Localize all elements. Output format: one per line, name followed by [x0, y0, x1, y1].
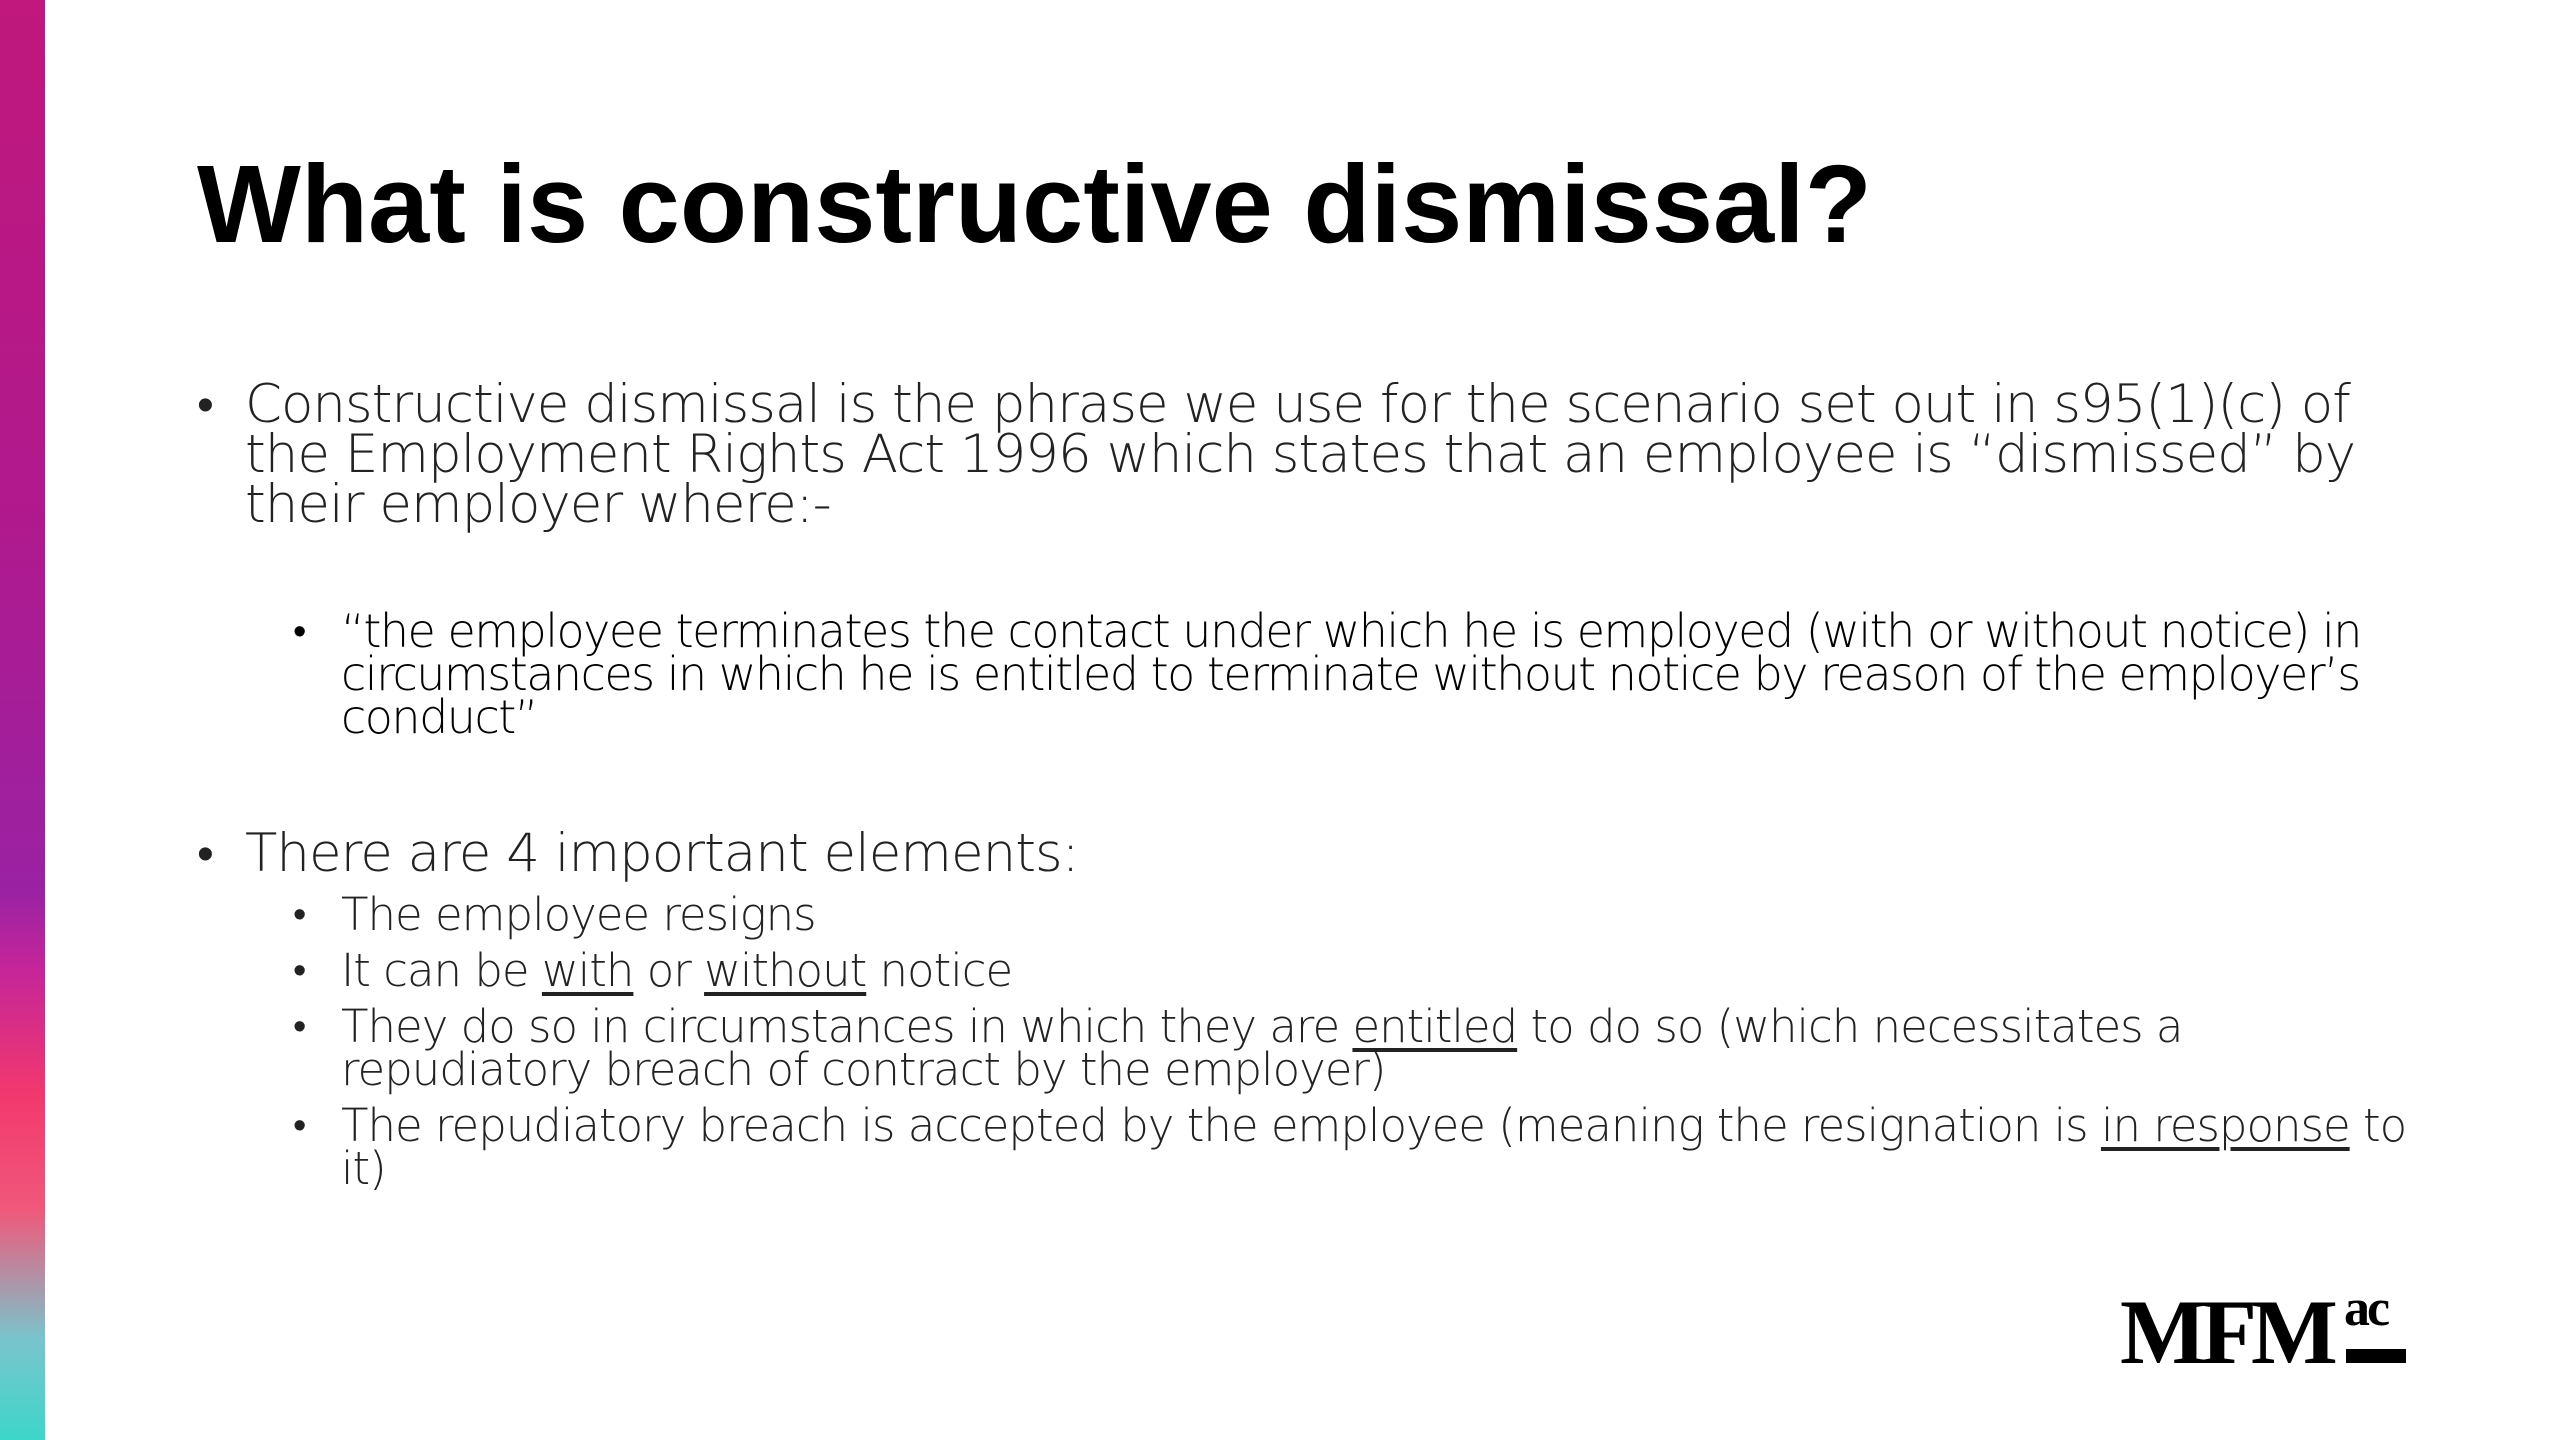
bullet-definition-text: Constructive dismissal is the phrase we use for the scenario set out in s95(1)(c) of the Employment Rights Act 1996 which states that an employee is “dismissed” by their employer where:-	[245, 374, 2356, 535]
element-text: They do so in circumstances in which they are	[341, 1000, 1353, 1053]
element-text: notice	[866, 944, 1013, 997]
logo-superscript: ac	[2344, 1285, 2388, 1337]
slide-title: What is constructive dismissal?	[197, 143, 1872, 266]
bullet-icon: •	[293, 948, 306, 992]
elements-list	[293, 888, 2417, 1195]
bullet-icon: •	[293, 1004, 306, 1048]
element-emphasis: in response	[2100, 1099, 2350, 1152]
logo-underbar	[2346, 1349, 2406, 1363]
bullet-icon: •	[197, 377, 213, 433]
gradient-side-bar	[0, 0, 45, 1440]
bullet-icon: •	[293, 609, 305, 653]
logo-text: MFM	[2120, 1285, 2332, 1375]
element-text: It can be	[341, 944, 542, 997]
bullet-definition	[197, 374, 2417, 744]
element-text: or	[633, 944, 705, 997]
element-item-2	[293, 944, 2417, 997]
statute-quote-text: “the employee terminates the contact under which he is employed (with or without notice) in circumstances in which he is entitled to terminate without notice by reason of the employer’s conduct”	[341, 604, 2361, 744]
bullet-icon: •	[293, 1103, 306, 1147]
bullet-elements-text: There are 4 important elements:	[245, 823, 1079, 884]
element-emphasis: without	[704, 944, 867, 997]
main-bullet-list	[197, 374, 2417, 1195]
element-text: The employee resigns	[341, 888, 816, 941]
element-text: to do so (which necessitates a repudiatory breach of contract by the employer)	[341, 1000, 2183, 1096]
element-emphasis: with	[541, 944, 634, 997]
element-text: to it)	[341, 1099, 2407, 1195]
quote-list	[293, 604, 2417, 744]
slide-content	[197, 374, 2417, 1203]
bullet-icon: •	[197, 826, 213, 882]
element-text: The repudiatory breach is accepted by the employee (meaning the resignation is	[341, 1099, 2101, 1152]
bullet-elements	[197, 823, 2417, 1195]
element-item-3	[293, 1000, 2417, 1096]
statute-quote	[293, 604, 2417, 744]
element-item-1	[293, 888, 2417, 941]
element-emphasis: entitled	[1352, 1000, 1518, 1053]
element-item-4	[293, 1099, 2417, 1195]
bullet-icon: •	[293, 892, 306, 936]
mfm-logo	[2120, 1285, 2410, 1375]
